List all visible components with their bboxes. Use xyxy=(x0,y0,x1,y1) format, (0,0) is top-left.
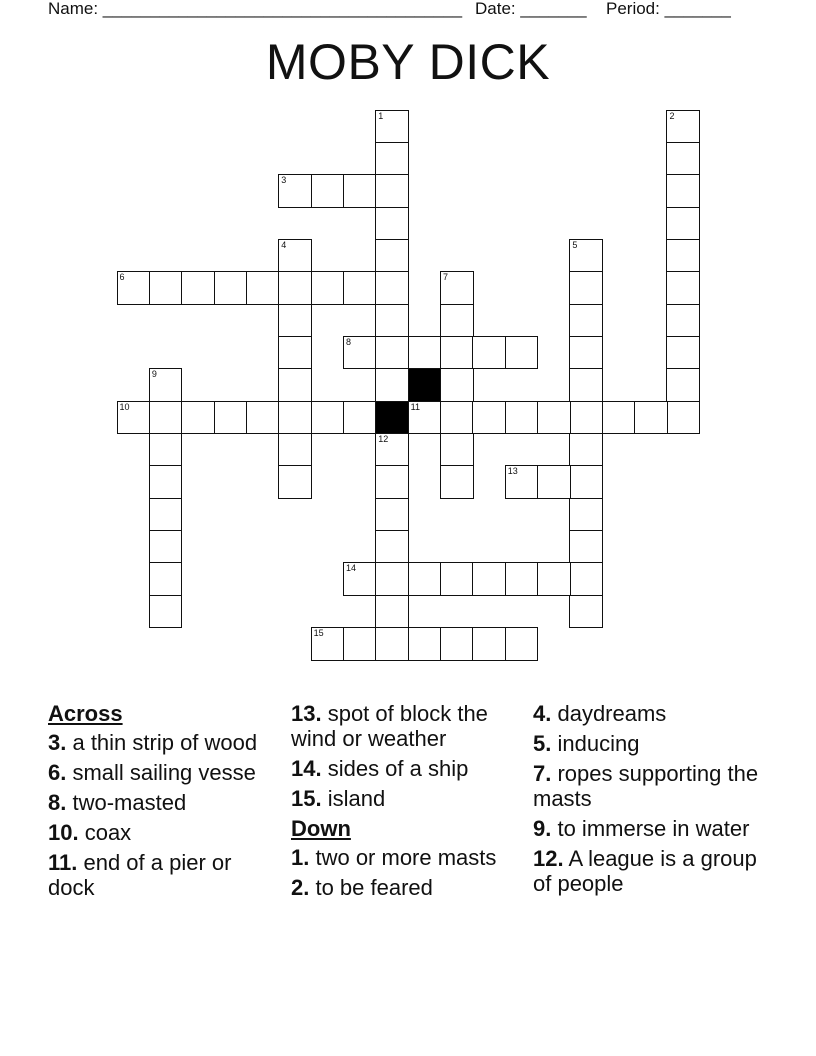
crossword-cell[interactable] xyxy=(149,271,183,305)
crossword-cell[interactable] xyxy=(181,271,215,305)
clue-number: 6 xyxy=(119,272,125,283)
crossword-cell[interactable] xyxy=(375,498,409,532)
crossword-cell[interactable] xyxy=(181,401,215,435)
clue-item-text: ropes supporting the masts xyxy=(533,761,759,811)
crossword-cell[interactable] xyxy=(666,207,700,241)
clue-item-text: A league is a group of people xyxy=(533,846,757,896)
clue-item-number: 8. xyxy=(48,790,67,815)
clue-column-1 xyxy=(48,701,280,905)
crossword-cell[interactable] xyxy=(569,498,603,532)
down-heading: Down xyxy=(291,816,351,841)
date-field-label: Date: _______ xyxy=(475,0,587,18)
down-clue-list-continued xyxy=(533,701,765,896)
crossword-cell[interactable] xyxy=(311,401,345,435)
crossword-cell[interactable] xyxy=(440,465,474,499)
crossword-cell[interactable] xyxy=(602,401,636,435)
crossword-cell[interactable] xyxy=(472,562,506,596)
black-square xyxy=(375,401,409,435)
crossword-cell[interactable] xyxy=(278,401,312,435)
crossword-cell[interactable] xyxy=(343,562,377,596)
crossword-cell[interactable] xyxy=(472,627,506,661)
clue-item-number: 10. xyxy=(48,820,79,845)
clue-item xyxy=(291,756,523,781)
clue-number: 5 xyxy=(572,239,578,250)
clue-number: 14 xyxy=(345,563,356,574)
clue-item xyxy=(291,845,523,870)
crossword-cell[interactable] xyxy=(505,562,539,596)
crossword-cell[interactable] xyxy=(278,304,312,338)
crossword-cell[interactable] xyxy=(666,401,700,435)
clue-item xyxy=(48,790,280,815)
clue-number: 9 xyxy=(151,369,157,380)
clue-number: 3 xyxy=(281,175,287,186)
clue-item-text: end of a pier or dock xyxy=(48,850,232,900)
clue-item-number: 2. xyxy=(291,875,310,900)
crossword-cell[interactable] xyxy=(666,142,700,176)
crossword-cell[interactable] xyxy=(408,336,442,370)
crossword-cell[interactable] xyxy=(569,465,603,499)
crossword-cell[interactable] xyxy=(149,498,183,532)
crossword-cell[interactable] xyxy=(666,368,700,402)
crossword-cell[interactable] xyxy=(440,304,474,338)
clue-item xyxy=(291,875,523,900)
clue-item-text: to be feared xyxy=(309,875,433,900)
black-square xyxy=(408,368,442,402)
crossword-cell[interactable] xyxy=(375,304,409,338)
crossword-cell[interactable] xyxy=(343,401,377,435)
crossword-cell[interactable] xyxy=(278,239,312,273)
crossword-cell[interactable] xyxy=(440,433,474,467)
crossword-cell[interactable] xyxy=(569,239,603,273)
clue-item-text: to immerse in water xyxy=(551,816,750,841)
crossword-cell[interactable] xyxy=(375,562,409,596)
clue-item-text: a thin strip of wood xyxy=(66,730,258,755)
clue-item-number: 13. xyxy=(291,701,322,726)
clue-item-number: 5. xyxy=(533,731,552,756)
crossword-cell[interactable] xyxy=(149,562,183,596)
clue-item-number: 4. xyxy=(533,701,552,726)
crossword-cell[interactable] xyxy=(214,271,248,305)
crossword-cell[interactable] xyxy=(375,530,409,564)
down-clue-list xyxy=(291,845,523,900)
crossword-cell[interactable] xyxy=(666,239,700,273)
crossword-cell[interactable] xyxy=(569,433,603,467)
crossword-cell[interactable] xyxy=(569,530,603,564)
crossword-cell[interactable] xyxy=(569,595,603,629)
clue-item xyxy=(533,846,765,896)
clue-number: 15 xyxy=(313,628,324,639)
clue-item xyxy=(48,730,280,755)
crossword-cell[interactable] xyxy=(311,627,345,661)
crossword-cell[interactable] xyxy=(343,627,377,661)
clue-item-number: 14. xyxy=(291,756,322,781)
crossword-cell[interactable] xyxy=(634,401,668,435)
clue-number: 12 xyxy=(378,434,389,444)
clue-item-text: spot of block the wind or weather xyxy=(291,701,488,751)
crossword-cell[interactable] xyxy=(440,336,474,370)
crossword-cell[interactable] xyxy=(278,368,312,402)
clue-item-text: small sailing vesse xyxy=(66,760,256,785)
crossword-cell[interactable] xyxy=(505,336,539,370)
clue-column-2 xyxy=(291,701,523,905)
crossword-cell[interactable] xyxy=(375,271,409,305)
crossword-cell[interactable] xyxy=(569,562,603,596)
crossword-cell[interactable] xyxy=(537,465,571,499)
clue-item-number: 12. xyxy=(533,846,564,871)
clue-number: 1 xyxy=(378,110,384,121)
crossword-cell[interactable] xyxy=(537,562,571,596)
crossword-cell[interactable] xyxy=(117,401,151,435)
crossword-cell[interactable] xyxy=(440,271,474,305)
clue-number: 7 xyxy=(443,272,449,283)
crossword-cell[interactable] xyxy=(375,110,409,144)
across-clue-list xyxy=(48,730,280,900)
clue-item-number: 3. xyxy=(48,730,67,755)
crossword-cell[interactable] xyxy=(375,433,409,467)
puzzle-title: MOBY DICK xyxy=(265,34,551,90)
crossword-cell[interactable] xyxy=(440,368,474,402)
clue-item-number: 9. xyxy=(533,816,552,841)
crossword-cell[interactable] xyxy=(505,465,539,499)
crossword-cell[interactable] xyxy=(666,110,700,144)
crossword-cell[interactable] xyxy=(278,174,312,208)
crossword-cell[interactable] xyxy=(408,562,442,596)
crossword-cell[interactable] xyxy=(343,271,377,305)
crossword-cell[interactable] xyxy=(149,465,183,499)
clue-item-text: two-masted xyxy=(66,790,187,815)
crossword-cell[interactable] xyxy=(375,627,409,661)
crossword-cell[interactable] xyxy=(343,174,377,208)
clue-item-number: 15. xyxy=(291,786,322,811)
clue-item-text: sides of a ship xyxy=(321,756,469,781)
crossword-cell[interactable] xyxy=(375,336,409,370)
crossword-cell[interactable] xyxy=(149,595,183,629)
crossword-cell[interactable] xyxy=(569,304,603,338)
crossword-cell[interactable] xyxy=(278,336,312,370)
crossword-cell[interactable] xyxy=(375,239,409,273)
crossword-cell[interactable] xyxy=(472,401,506,435)
crossword-cell[interactable] xyxy=(569,401,603,435)
crossword-cell[interactable] xyxy=(440,401,474,435)
clue-number: 13 xyxy=(507,466,518,477)
crossword-cell[interactable] xyxy=(278,465,312,499)
crossword-cell[interactable] xyxy=(440,562,474,596)
clue-item-number: 7. xyxy=(533,761,552,786)
clue-item-text: inducing xyxy=(551,731,640,756)
crossword-cell[interactable] xyxy=(375,465,409,499)
crossword-cell[interactable] xyxy=(569,271,603,305)
crossword-cell[interactable] xyxy=(666,336,700,370)
crossword-cell[interactable] xyxy=(246,271,280,305)
across-heading: Across xyxy=(48,701,123,726)
crossword-cell[interactable] xyxy=(505,401,539,435)
crossword-cell[interactable] xyxy=(408,627,442,661)
crossword-cell[interactable] xyxy=(666,304,700,338)
crossword-cell[interactable] xyxy=(149,368,183,402)
crossword-cell[interactable] xyxy=(569,368,603,402)
crossword-cell[interactable] xyxy=(505,627,539,661)
clue-item-text: island xyxy=(321,786,386,811)
clue-number: 11 xyxy=(410,401,420,412)
clue-item-text: daydreams xyxy=(551,701,667,726)
crossword-cell[interactable] xyxy=(149,401,183,435)
clue-item xyxy=(291,786,523,811)
crossword-cell[interactable] xyxy=(343,336,377,370)
clue-item xyxy=(48,850,280,900)
crossword-cell[interactable] xyxy=(472,336,506,370)
clue-number: 4 xyxy=(281,239,287,250)
crossword-cell[interactable] xyxy=(375,595,409,629)
clue-item xyxy=(48,760,280,785)
crossword-cell[interactable] xyxy=(311,271,345,305)
crossword-cell[interactable] xyxy=(408,401,442,435)
period-field-label: Period: _______ xyxy=(606,0,731,18)
crossword-cell[interactable] xyxy=(569,336,603,370)
clue-item xyxy=(291,701,523,751)
clue-item-text: coax xyxy=(78,820,132,845)
clue-item-number: 6. xyxy=(48,760,67,785)
clue-item-number: 1. xyxy=(291,845,310,870)
crossword-cell[interactable] xyxy=(149,530,183,564)
clue-item-text: two or more masts xyxy=(309,845,497,870)
clue-item xyxy=(533,731,765,756)
crossword-cell[interactable] xyxy=(278,271,312,305)
crossword-cell[interactable] xyxy=(246,401,280,435)
crossword-cell[interactable] xyxy=(375,174,409,208)
clue-item-number: 11. xyxy=(48,850,78,875)
crossword-cell[interactable] xyxy=(278,433,312,467)
clue-column-3 xyxy=(533,701,765,901)
crossword-cell[interactable] xyxy=(375,207,409,241)
crossword-cell[interactable] xyxy=(117,271,151,305)
crossword-cell[interactable] xyxy=(214,401,248,435)
clue-item xyxy=(533,816,765,841)
crossword-cell[interactable] xyxy=(537,401,571,435)
clue-number: 2 xyxy=(669,110,675,121)
crossword-cell[interactable] xyxy=(375,368,409,402)
across-clue-list-continued xyxy=(291,701,523,811)
crossword-cell[interactable] xyxy=(666,174,700,208)
crossword-cell[interactable] xyxy=(149,433,183,467)
clue-item xyxy=(533,761,765,811)
clue-number: 8 xyxy=(345,336,351,347)
clue-item xyxy=(533,701,765,726)
clue-item xyxy=(48,820,280,845)
name-field-label: Name: ______________________________________ xyxy=(48,0,463,18)
crossword-cell[interactable] xyxy=(666,271,700,305)
crossword-cell[interactable] xyxy=(375,142,409,176)
crossword-cell[interactable] xyxy=(311,174,345,208)
clue-number: 10 xyxy=(119,401,130,412)
crossword-cell[interactable] xyxy=(440,627,474,661)
